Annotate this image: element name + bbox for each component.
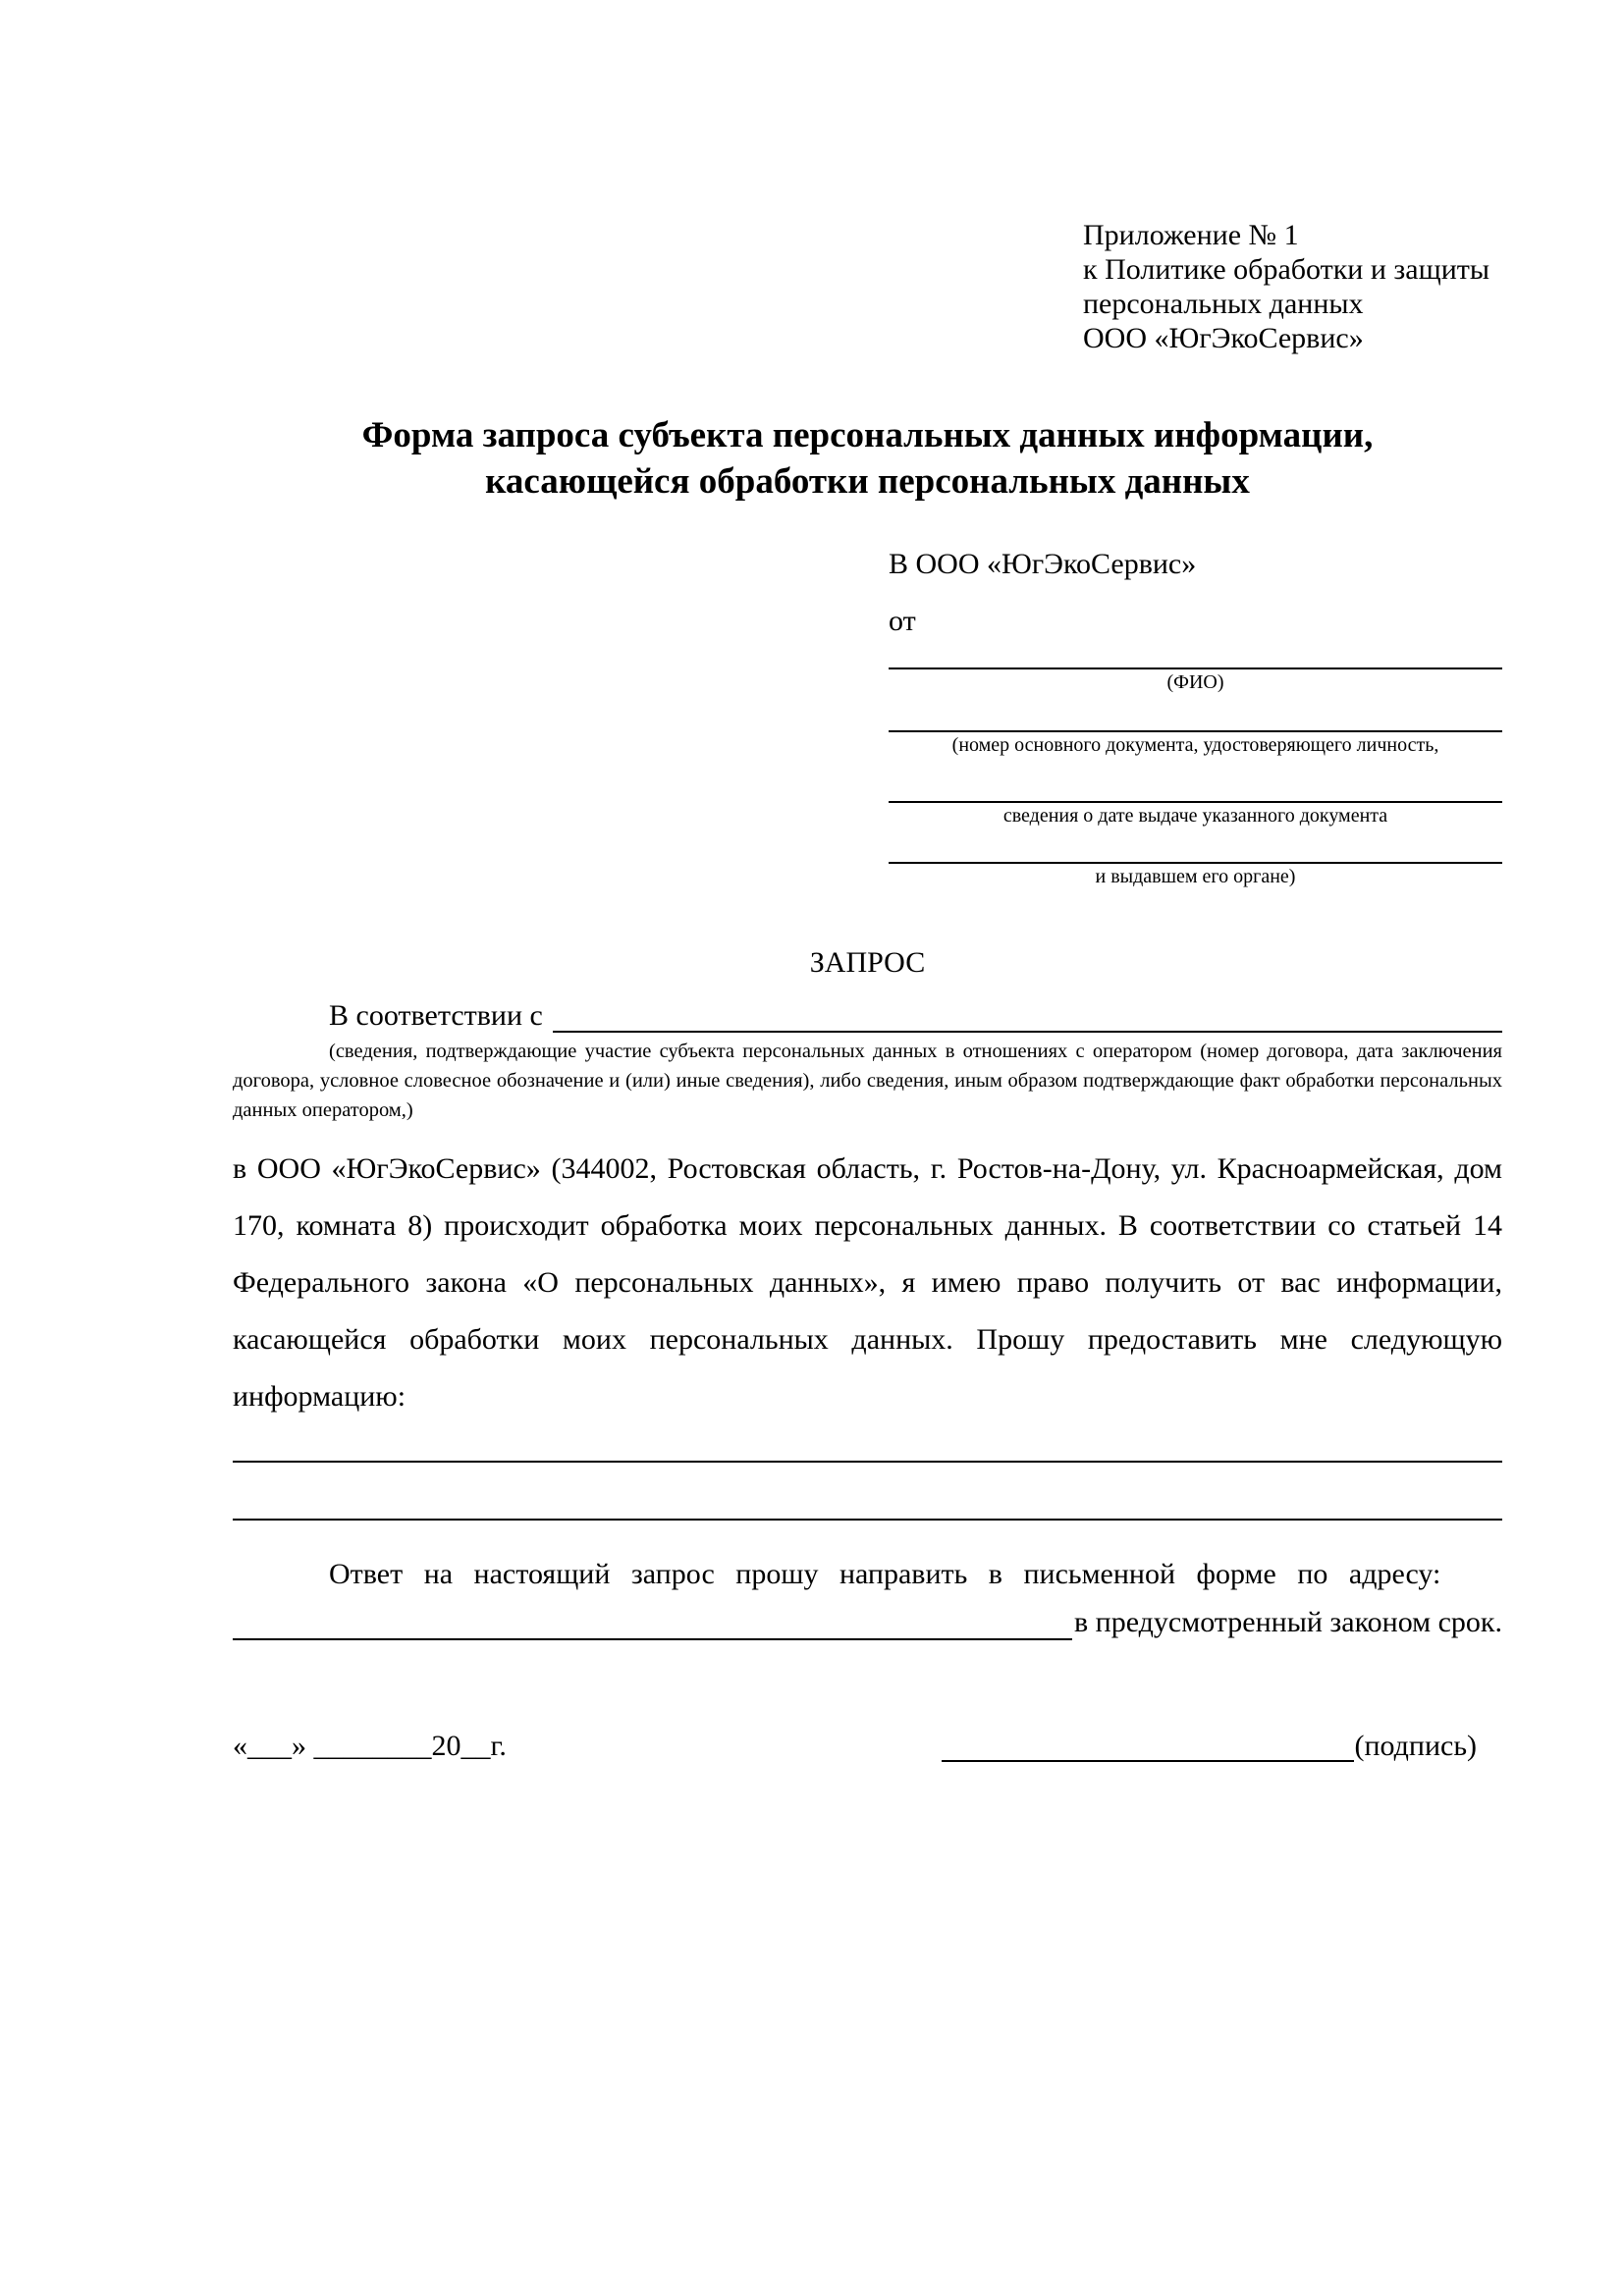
appendix-note-line-3: персональных данных [1083,288,1364,320]
document-title-line-2: касающейся обработки персональных данных [485,461,1250,502]
signature-blank-line [942,1727,1354,1762]
fio-blank-line [889,640,1502,669]
address-blank-line [233,1605,1072,1640]
address-blank-row [233,1605,1502,1640]
accordance-row [233,997,1502,1035]
document-title-line-1: Форма запроса субъекта персональных данных информации, [361,415,1374,455]
issuing-authority-field [889,829,1502,890]
signature-group [942,1727,1477,1766]
info-blank-line-1 [233,1461,1502,1463]
appendix-note [1083,0,1502,355]
document-title [233,412,1502,505]
document-number-caption: (номер основного документа, удостоверяющего личность, [951,734,1439,756]
reply-paragraph: Ответ на настоящий запрос прошу направить в письменной форме по адресу: [329,1558,1441,1590]
fio-caption: (ФИО) [1166,671,1224,693]
fine-print-note: (сведения, подтверждающие участие субъекта персональных данных в отношениях с оператором (номер договора, дата заключения договора, условное словесное обозначение и (или) иные сведения), либо сведения, иным образом подтверждающие факт обработки персональных данных оператором,) [233,1041,1502,1121]
signature-caption: (подпись) [1354,1730,1477,1762]
signature-row [233,1727,1502,1766]
appendix-note-line-1: Приложение № 1 [1083,219,1299,251]
appendix-note-line-2: к Политике обработки и защиты [1083,253,1490,286]
body-paragraph: в ООО «ЮгЭкоСервис» (344002, Ростовская область, г. Ростов-на-Дону, ул. Красноармейская, дом 170, комната 8) происходит обработка моих персональных данных. В соответствии со статьей 14 Федерального закона «О персональных данных», я имею право получить от вас информации, касающейся обработки моих персональных данных. Прошу предоставить мне следующую информацию: [233,1152,1502,1413]
addressee-from-label: от [889,605,916,637]
addressee-to: В ООО «ЮгЭкоСервис» [889,548,1197,580]
reply-suffix: в предусмотренный законом срок. [1074,1606,1502,1638]
document-number-blank-line [889,696,1502,732]
document-content [233,0,1502,1766]
issuing-authority-blank-line [889,829,1502,864]
issue-date-caption: сведения о дате выдаче указанного документа [1002,805,1388,827]
fio-field [889,640,1502,696]
issue-date-field [889,759,1502,829]
issuing-authority-caption: и выдавшем его органе) [1095,866,1296,887]
accordance-blank-line [553,997,1502,1033]
request-heading: ЗАПРОС [809,946,926,979]
date-line: «___» ________20__г. [233,1730,507,1762]
accordance-label: В соответствии с [329,999,543,1032]
document-number-field [889,696,1502,759]
issue-date-blank-line [889,759,1502,803]
appendix-note-line-4: ООО «ЮгЭкоСервис» [1083,322,1364,354]
addressee-block [889,546,1502,890]
info-blank-line-2 [233,1519,1502,1521]
